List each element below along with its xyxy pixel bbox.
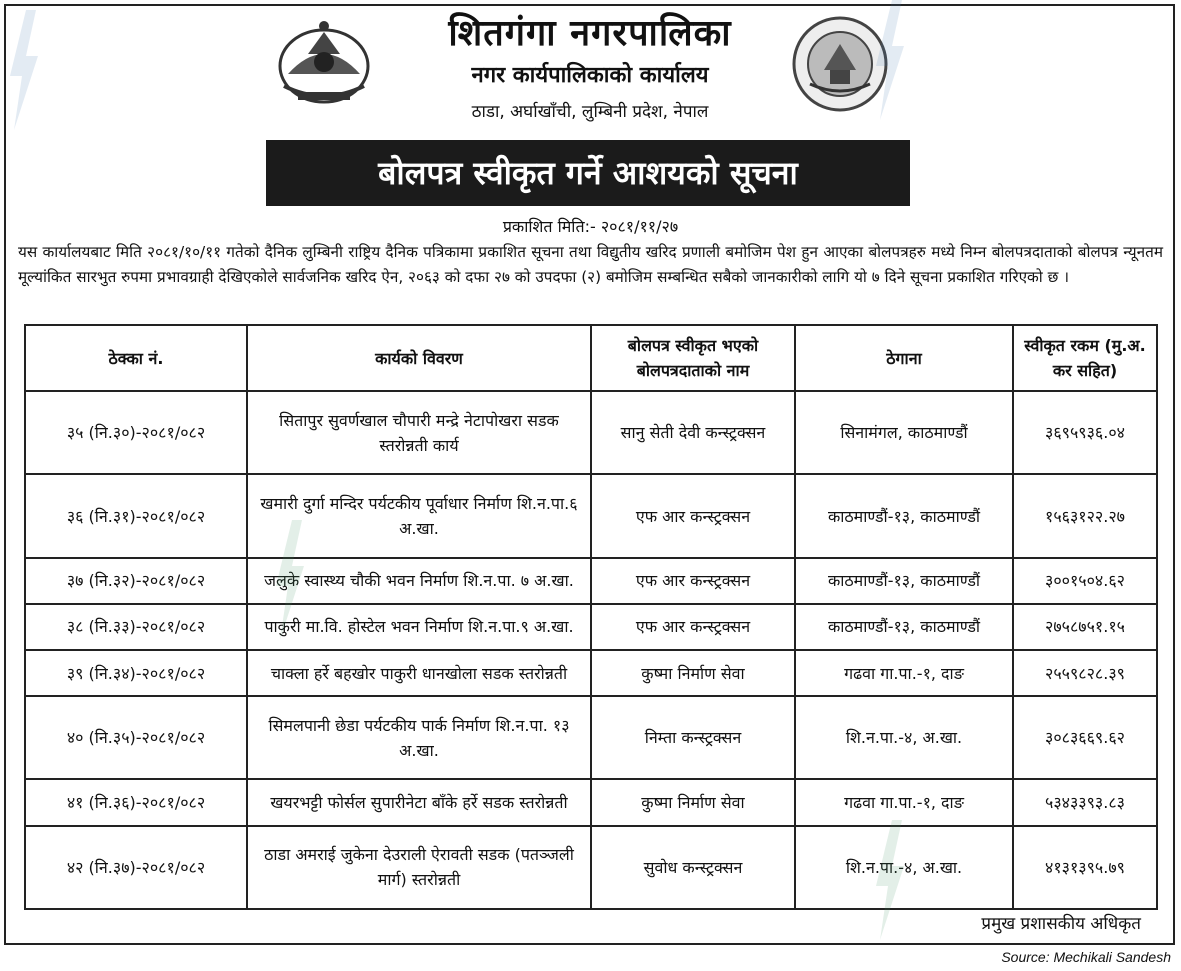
table-row [25, 391, 1157, 474]
cell-work: पाकुरी मा.वि. होस्टेल भवन निर्माण शि.न.पा.९ अ.खा. [247, 604, 591, 650]
cell-work: चाक्ला हर्रे बहखोर पाकुरी धानखोला सडक स्तरोन्नती [247, 650, 591, 696]
office-name: नगर कार्यपालिकाको कार्यालय [471, 63, 709, 88]
watermark-bolt-icon [4, 10, 44, 130]
watermark-bolt-icon [870, 0, 910, 120]
cell-work: सितापुर सुवर्णखाल चौपारी मन्द्रे नेटापोखरा सडक स्तरोन्नती कार्य [247, 391, 591, 474]
cell-address: काठमाण्डौं-१३, काठमाण्डौं [795, 604, 1013, 650]
tender-table [24, 324, 1158, 910]
cell-contract-no: ३९ (नि.३४)-२०८१/०८२ [25, 650, 247, 696]
cell-address: शि.न.पा.-४, अ.खा. [795, 826, 1013, 909]
cell-amount: २७५८७५१.१५ [1013, 604, 1157, 650]
signatory-title: प्रमुख प्रशासकीय अधिकृत [981, 914, 1141, 934]
org-name: शितगंगा नगरपालिका [448, 13, 732, 54]
cell-address: काठमाण्डौं-१३, काठमाण्डौं [795, 558, 1013, 604]
col-header-contract-no: ठेक्का नं. [25, 325, 247, 391]
intro-paragraph: यस कार्यालयबाट मिति २०८१/१०/११ गतेको दैनिक लुम्बिनी राष्ट्रिय दैनिक पत्रिकामा प्रकाशित सूचना तथा विद्युतीय खरिद प्रणाली बमोजिम पेश हुन आएका बोलपत्रहरु मध्ये निम्न बोलपत्रदाताको बोलपत्र न्यूनतम मूल्यांकित सारभुत रुपमा प्रभावग्राही देखिएकोले सार्वजनिक खरिद ऐन, २०६३ को दफा २७ को उपदफा (२) बमोजिम सम्बन्धित सबैको जानकारीको लागि यो ७ दिने सूचना प्रकाशित गरिएको छ । [18, 243, 1163, 286]
table-row [25, 826, 1157, 909]
cell-work: खयरभट्टी फोर्सल सुपारीनेटा बाँके हर्रे सडक स्तरोन्नती [247, 779, 591, 825]
cell-contract-no: ३७ (नि.३२)-२०८१/०८२ [25, 558, 247, 604]
cell-address: गढवा गा.पा.-१, दाङ [795, 779, 1013, 825]
watermark-bolt-icon [870, 820, 910, 940]
notice-title-banner: बोलपत्र स्वीकृत गर्ने आशयको सूचना [266, 140, 910, 206]
watermark-bolt-icon [270, 520, 310, 640]
cell-bidder: निम्ता कन्स्ट्रक्सन [591, 696, 795, 779]
cell-amount: ३०८३६६९.६२ [1013, 696, 1157, 779]
cell-amount: ३६९५९३६.०४ [1013, 391, 1157, 474]
col-header-work: कार्यको विवरण [247, 325, 591, 391]
cell-amount: ५३४३३९३.८३ [1013, 779, 1157, 825]
cell-address: शि.न.पा.-४, अ.खा. [795, 696, 1013, 779]
cell-contract-no: ४२ (नि.३७)-२०८१/०८२ [25, 826, 247, 909]
source-credit: Source: Mechikali Sandesh [1001, 949, 1171, 965]
published-date: प्रकाशित मिति:- २०८१/११/२७ [502, 217, 679, 236]
col-header-amount: स्वीकृत रकम (मु.अ. कर सहित) [1013, 325, 1157, 391]
cell-bidder: कुष्मा निर्माण सेवा [591, 650, 795, 696]
cell-amount: ४१३१३९५.७९ [1013, 826, 1157, 909]
cell-address: गढवा गा.पा.-१, दाङ [795, 650, 1013, 696]
cell-work: ठाडा अमराई जुकेना देउराली ऐरावती सडक (पतञ्जली मार्ग) स्तरोन्नती [247, 826, 591, 909]
cell-contract-no: ४० (नि.३५)-२०८१/०८२ [25, 696, 247, 779]
cell-amount: १५६३१२२.२७ [1013, 474, 1157, 557]
table-row [25, 604, 1157, 650]
office-address: ठाडा, अर्घाखाँची, लुम्बिनी प्रदेश, नेपाल [471, 102, 709, 122]
cell-amount: २५५९८२८.३९ [1013, 650, 1157, 696]
cell-work: सिमलपानी छेडा पर्यटकीय पार्क निर्माण शि.न.पा. १३ अ.खा. [247, 696, 591, 779]
cell-address: काठमाण्डौं-१३, काठमाण्डौं [795, 474, 1013, 557]
table-row [25, 779, 1157, 825]
table-row [25, 558, 1157, 604]
col-header-bidder: बोलपत्र स्वीकृत भएको बोलपत्रदाताको नाम [591, 325, 795, 391]
table-row [25, 696, 1157, 779]
cell-bidder: सुवोध कन्स्ट्रक्सन [591, 826, 795, 909]
cell-bidder: एफ आर कन्स्ट्रक्सन [591, 474, 795, 557]
cell-bidder: कुष्मा निर्माण सेवा [591, 779, 795, 825]
cell-work: खमारी दुर्गा मन्दिर पर्यटकीय पूर्वाधार निर्माण शि.न.पा.६ अ.खा. [247, 474, 591, 557]
nepal-emblem-icon [268, 14, 380, 114]
table-row [25, 650, 1157, 696]
cell-contract-no: ४१ (नि.३६)-२०८१/०८२ [25, 779, 247, 825]
cell-contract-no: ३६ (नि.३१)-२०८१/०८२ [25, 474, 247, 557]
cell-amount: ३००१५०४.६२ [1013, 558, 1157, 604]
col-header-address: ठेगाना [795, 325, 1013, 391]
cell-bidder: सानु सेती देवी कन्स्ट्रक्सन [591, 391, 795, 474]
cell-bidder: एफ आर कन्स्ट्रक्सन [591, 558, 795, 604]
cell-contract-no: ३८ (नि.३३)-२०८१/०८२ [25, 604, 247, 650]
table-row [25, 474, 1157, 557]
cell-address: सिनामंगल, काठमाण्डौं [795, 391, 1013, 474]
table-header-row [25, 325, 1157, 391]
cell-bidder: एफ आर कन्स्ट्रक्सन [591, 604, 795, 650]
cell-contract-no: ३५ (नि.३०)-२०८१/०८२ [25, 391, 247, 474]
cell-work: जलुके स्वास्थ्य चौकी भवन निर्माण शि.न.पा. ७ अ.खा. [247, 558, 591, 604]
